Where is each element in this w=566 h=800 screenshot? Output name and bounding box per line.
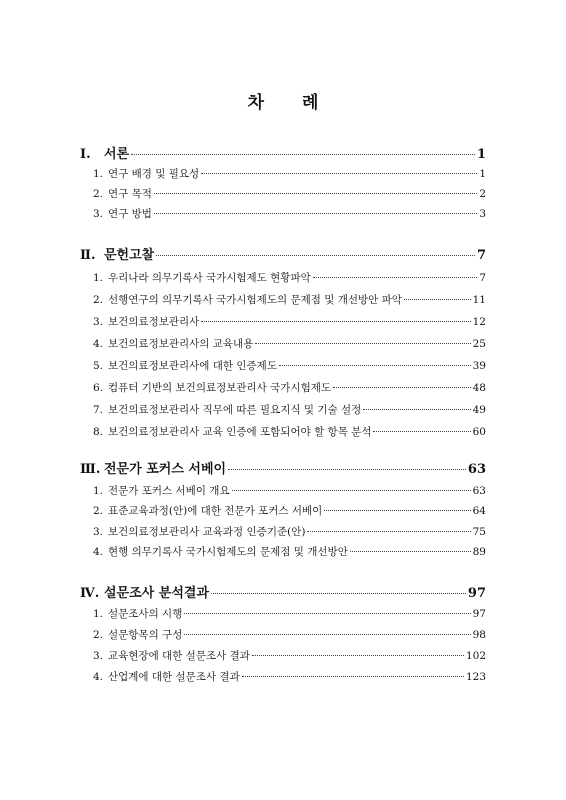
item-page-number: 63 — [472, 485, 486, 497]
item-page-number: 3 — [479, 208, 486, 220]
toc-item[interactable] — [93, 627, 486, 642]
dot-leader — [333, 387, 471, 388]
chapter-number: Ⅲ. — [80, 462, 101, 477]
item-title: 교육현장에 대한 설문조사 결과 — [108, 650, 250, 662]
chapter-page-number: 7 — [476, 248, 486, 263]
toc-item[interactable] — [93, 483, 486, 498]
item-title: 설문항목의 구성 — [108, 629, 183, 641]
item-number: 2. — [93, 188, 104, 200]
chapter-number: Ⅱ. — [80, 248, 96, 263]
page-title-char-2: 례 — [302, 93, 319, 113]
dot-leader — [228, 469, 466, 470]
toc-item[interactable] — [93, 186, 486, 201]
dot-leader — [154, 213, 477, 214]
dot-leader — [154, 193, 477, 194]
chapter-title: 서론 — [104, 147, 130, 162]
item-title: 보건의료정보관리사의 교육내용 — [108, 338, 254, 350]
toc-item[interactable] — [93, 358, 486, 373]
dot-leader — [184, 634, 470, 635]
item-number: 2. — [93, 294, 104, 306]
dot-leader — [324, 510, 470, 511]
dot-leader — [313, 277, 478, 278]
dot-leader — [232, 490, 471, 491]
item-number: 4. — [93, 546, 104, 558]
item-title: 보건의료정보관리사 교육과정 인증기준(안) — [108, 526, 306, 538]
item-page-number: 75 — [472, 526, 486, 538]
toc-item[interactable] — [93, 270, 486, 285]
dot-leader — [131, 154, 475, 155]
item-page-number: 2 — [479, 188, 486, 200]
toc-item[interactable] — [93, 314, 486, 329]
item-page-number: 97 — [472, 608, 486, 620]
item-title: 선행연구의 의무기록사 국가시험제도의 문제점 및 개선방안 파악 — [108, 294, 402, 306]
item-title: 설문조사의 시행 — [108, 608, 183, 620]
item-title: 표준교육과정(안)에 대한 전문가 포커스 서베이 — [108, 505, 323, 517]
toc-item[interactable] — [93, 380, 486, 395]
chapter-title: 전문가 포커스 서베이 — [104, 462, 227, 477]
chapter-page-number: 1 — [476, 147, 486, 162]
item-page-number: 39 — [472, 360, 486, 372]
toc-chapter-2[interactable] — [80, 244, 486, 263]
dot-leader — [373, 431, 470, 432]
toc-item[interactable] — [93, 606, 486, 621]
item-number: 8. — [93, 426, 104, 438]
item-page-number: 25 — [472, 338, 486, 350]
dot-leader — [255, 343, 470, 344]
item-title: 연구 방법 — [108, 208, 152, 220]
dot-leader — [307, 531, 470, 532]
item-number: 4. — [93, 671, 104, 683]
dot-leader — [350, 551, 471, 552]
toc-item[interactable] — [93, 166, 486, 181]
item-number: 1. — [93, 608, 104, 620]
toc-item[interactable] — [93, 669, 486, 684]
item-title: 연구 배경 및 필요성 — [108, 168, 200, 180]
dot-leader — [184, 613, 470, 614]
chapter-title: 설문조사 분석결과 — [104, 586, 209, 601]
item-number: 1. — [93, 168, 104, 180]
item-number: 2. — [93, 629, 104, 641]
item-title: 보건의료정보관리사 — [108, 316, 200, 328]
toc-item[interactable] — [93, 206, 486, 221]
toc-item[interactable] — [93, 648, 486, 663]
item-number: 4. — [93, 338, 104, 350]
item-title: 우리나라 의무기록사 국가시험제도 현황파악 — [108, 272, 311, 284]
dot-leader — [252, 655, 464, 656]
item-page-number: 123 — [465, 671, 486, 683]
dot-leader — [279, 365, 471, 366]
dot-leader — [201, 321, 470, 322]
toc-chapter-1[interactable] — [80, 143, 486, 162]
item-number: 1. — [93, 485, 104, 497]
item-number: 6. — [93, 382, 104, 394]
dot-leader — [363, 409, 470, 410]
item-page-number: 60 — [472, 426, 486, 438]
item-title: 전문가 포커스 서베이 개요 — [108, 485, 230, 497]
dot-leader — [404, 299, 471, 300]
dot-leader — [242, 676, 464, 677]
item-title: 연구 목적 — [108, 188, 152, 200]
chapter-number: Ⅳ. — [80, 586, 100, 601]
item-page-number: 48 — [472, 382, 486, 394]
item-number: 3. — [93, 208, 104, 220]
item-number: 1. — [93, 272, 104, 284]
item-page-number: 98 — [472, 629, 486, 641]
dot-leader — [211, 593, 466, 594]
item-title: 컴퓨터 기반의 보건의료정보관리사 국가시험제도 — [108, 382, 332, 394]
toc-chapter-3[interactable] — [80, 458, 486, 477]
toc-item[interactable] — [93, 336, 486, 351]
toc-item[interactable] — [93, 292, 486, 307]
chapter-page-number: 97 — [467, 586, 486, 601]
item-title: 보건의료정보관리사 교육 인증에 포함되어야 할 항목 분석 — [108, 426, 372, 438]
item-number: 5. — [93, 360, 104, 372]
chapter-title: 문헌고찰 — [104, 248, 155, 263]
toc-item[interactable] — [93, 524, 486, 539]
item-page-number: 12 — [472, 316, 486, 328]
page-title-char-1: 차 — [247, 93, 264, 113]
item-page-number: 7 — [479, 272, 486, 284]
item-title: 현행 의무기록사 국가시험제도의 문제점 및 개선방안 — [108, 546, 348, 558]
chapter-page-number: 63 — [467, 462, 486, 477]
item-page-number: 11 — [472, 294, 486, 306]
item-page-number: 49 — [472, 404, 486, 416]
item-page-number: 89 — [472, 546, 486, 558]
item-page-number: 1 — [479, 168, 486, 180]
item-number: 3. — [93, 650, 104, 662]
toc-item[interactable] — [93, 424, 486, 439]
page-title — [0, 88, 566, 113]
item-title: 보건의료정보관리사에 대한 인증제도 — [108, 360, 277, 372]
item-page-number: 102 — [465, 650, 486, 662]
item-title: 보건의료정보관리사 직무에 따른 필요지식 및 기술 설정 — [108, 404, 362, 416]
dot-leader — [201, 173, 477, 174]
item-number: 7. — [93, 404, 104, 416]
item-title: 산업계에 대한 설문조사 결과 — [108, 671, 240, 683]
item-page-number: 64 — [472, 505, 486, 517]
toc-chapter-4[interactable] — [80, 582, 486, 601]
item-number: 3. — [93, 316, 104, 328]
item-number: 2. — [93, 505, 104, 517]
dot-leader — [156, 255, 475, 256]
toc-item[interactable] — [93, 503, 486, 518]
toc-item[interactable] — [93, 402, 486, 417]
item-number: 3. — [93, 526, 104, 538]
toc-item[interactable] — [93, 544, 486, 559]
chapter-number: Ⅰ. — [80, 147, 91, 162]
